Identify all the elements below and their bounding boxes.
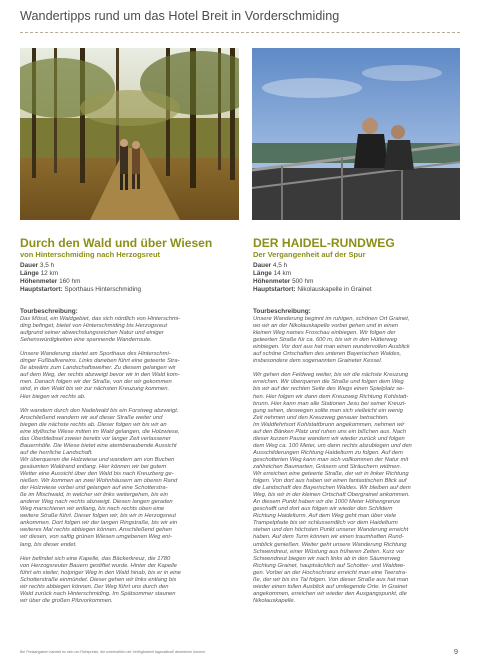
- paragraph: Unsere Wanderung startet am Sporthaus des Hinterschmi- dinger Fußballvereins. Links daneben führt eine geteerte Stra- ße abwärts zum Landschaftsweiher. Zu diesem gelangen wir auf dem Weg, der rechts abzweigt bevor wir in den Wald kom- men. Danach folgen wir der Straße, von der wir gekommen sind, in den Wald bis wir zur nächsten Kreuzung kommen. Hier biegen wir rechts ab.: [20, 351, 180, 400]
- right-article-title: DER HAIDEL-RUNDWEG: [253, 236, 395, 250]
- left-article-title: Durch den Wald und über Wiesen: [20, 236, 213, 250]
- fact-start: Hauptstartort: Sporthaus Hinterschmiding: [20, 286, 142, 293]
- right-article-subtitle: Der Vergangenheit auf der Spur: [253, 250, 366, 259]
- footer-note: Bei Preisangaben handelt es sich um Richtpreise, die unterhaltlich der Verfügbarkeit tagesaktuell abweichen können.: [20, 650, 206, 654]
- title-divider: [20, 32, 460, 33]
- paragraph: Wir gehen den Feldweg weiter, bis wir die nächste Kreuzung erreichen. Wir überqueren die Straße und folgen dem Weg bis wir auf der rechten Seite des Wegs einen Spielplatz se- hen. Hier folgen wir dann dem Kreuzweg Richtung Kohlstatt- brunn. Hier kann man alle Stationen Jesu bei seiner Kreuzi- gung sehen, deswegen sollte man sich vielleicht ein wenig Zeit nehmen und den Kreuzweg genauer betrachten. Im Waldfehrtsort Kohlstattbrunn angekommen, nehmen wir auf den Bänken Platz und ruhen uns ein bißchen aus. Nach dieser kurzen Pause wandern wir wieder zurück und folgen dem Weg ca. 100 Meter, um dann rechts abzubiegen und den Ausschilderungen Richtung Haidelturm zu folgen. Auf dem geschotterten Weg kann man sich vollkommen der Natur mit zahlreichen Baumarten, Gräsern und Sträuchern widmen. Wir erreichen eine geteerte Straße, der wir in linker Richtung folgen. Von dort aus haben wir einen fantastischen Blick auf die Landschaft des Bayerischen Waldes. Wir bleiben auf dem Weg, bis wir in der kleinen Ortschaft Obergrainet ankommen. An diesem Punkt haben wir die 1000 Meter Höhengrenze geschafft und dort aus folgen wir wieder den Schildern Richtung Haidelturm. Auf dem Weg geht man über viele Trampelpfade bis wir schlussendlich vor dem Haidelturm stehen und den höchsten Punkt unserer Wanderung erreicht haben. Auf dem Turm können wir einen traumhaften Rund- umblick genießen. Weiter geht unsere Wanderung Richtung Schwendreut, einer Wüstung aus früheren Zeiten. Kurz vor Schwendreut biegen wir nach links ab in den Säumerweg Richtung Grainet, hauptsächlich auf Schotter- und Waldwe- gen. Vorbei an der Hochschranz erreicht man eine Teerstra- ße, der wir bis ins Tal folgen. Von dieser Straße aus hat man wieder einen tollen Ausblick auf umliegende Orte. In Grainet angekommen, erreichen wir wieder den Ausgangspunkt, die Nikolauskapelle.: [253, 372, 412, 604]
- left-article: [20, 237, 242, 612]
- left-article-subtitle: von Hinterschmiding nach Herzogsreut: [20, 250, 161, 259]
- fact-start: Hauptstartort: Nikolauskapelle in Grainet: [253, 286, 372, 293]
- forest-hike-photo: [20, 48, 239, 220]
- right-facts: [253, 262, 460, 294]
- fact-length: Länge 12 km: [20, 270, 59, 277]
- tower-view-photo: [252, 48, 460, 220]
- page-title: Wandertipps rund um das Hotel Breit in Vorderschmiding: [20, 9, 340, 23]
- left-description: [20, 308, 242, 605]
- fact-duration: Dauer 3,5 h: [20, 262, 55, 269]
- fact-elevation: Höhenmeter 500 hm: [253, 278, 314, 285]
- description-heading: Tourbeschreibung:: [20, 308, 78, 315]
- fact-length: Länge 14 km: [253, 270, 292, 277]
- paragraph: Unsere Wanderung beginnt im ruhigen, schönen Ort Grainet, wo wir an der Nikolauskapelle vorbei gehen und in einen kleinen Weg names Froschau einbiegen. Wir folgen der geteerten Straße für ca. 600 m, bis wir in den Hütterweg einbiegen. Vor dort aus hat man einen wundervollen Ausblick auf schöne Ortschaften des unteren Bayerischen Waldes, insbesondere dem sogenannten Graineter Kessel.: [253, 316, 410, 365]
- right-article: [253, 237, 460, 612]
- page-number: 9: [453, 647, 458, 656]
- fact-elevation: Höhenmeter 160 hm: [20, 278, 81, 285]
- fact-duration: Dauer 4,5 h: [253, 262, 288, 269]
- paragraph: Hier befindet sich eine Kapelle, das Bäckerkreuz, die 1780 von Herzogsreuter Bauern gestiftet wurde. Hinter der Kapelle führt ein steiler, holpriger Weg in den Wald hinab, bis er in eine Schotterstraße einmündet. Dieser gehen wir links entlang bis wir rechts abbiegen können. Der Weg führt uns durch den Wald zurück nach Hinterschmiding. Im Spätsommer staunen wir über die großen Pilzvorkommen.: [20, 555, 181, 604]
- left-facts: [20, 262, 242, 294]
- paragraph: Wir wandern durch den Nadelwald bis ein Forstweg abzweigt. Anschließend wandern wir auf dieser Straße weiter und biegen die nächste rechts ab. Dieser folgen wir bis wir an eine idyllische Wiese mitten im Wald gelangen, die Holzwiese, das Überbleibsel zweier bereits vor langer Zeit verlassener Bauernhöfe. Die Wiese bietet eine atemberaubende Aussicht auf die herrliche Landschaft. Wir überqueren die Holzwiese und wandern am von Buchen gesäumten Waldrand entlang. Hier können wir bei gutem Wetter eine Aussicht über den Wald bis nach Kreuzberg ge- nießen. Wir kommen an zwei Wohnhäusern am oberen Rand der Holzwiese vorbei und gelangen auf eine Schotterstra- ße im Mischwald, in welcher wir links weitergehen, bis ein anderer Weg nach rechts abzweigt. Diesen langen geraden Weg marschieren wir entlang, bis nach rechts oben eine weitere Straße führt. Dieser folgen wir, bis wir in Herzogsreut ankommen. Dort folgen wir der langen Ringstraße, bis wir ein weiteres Mal rechts abbiegen können. Anschließend gehen wir diesen, von saftig grünen Wiesen umgebenen Weg ent- lang, bis dieser endet.: [20, 407, 180, 548]
- description-heading: Tourbeschreibung:: [253, 308, 311, 315]
- paragraph: Das Mössl, ein Waldgebiet, das sich nördlich von Hinterschmi- ding befinget, bietet von Hinterschmiding bis Herzogsreut aufgrund seiner abwechslungsreichen Natur und einiger Sehenswürdigkeiten eine spannende Wanderroute.: [20, 316, 181, 344]
- right-description: [253, 308, 460, 605]
